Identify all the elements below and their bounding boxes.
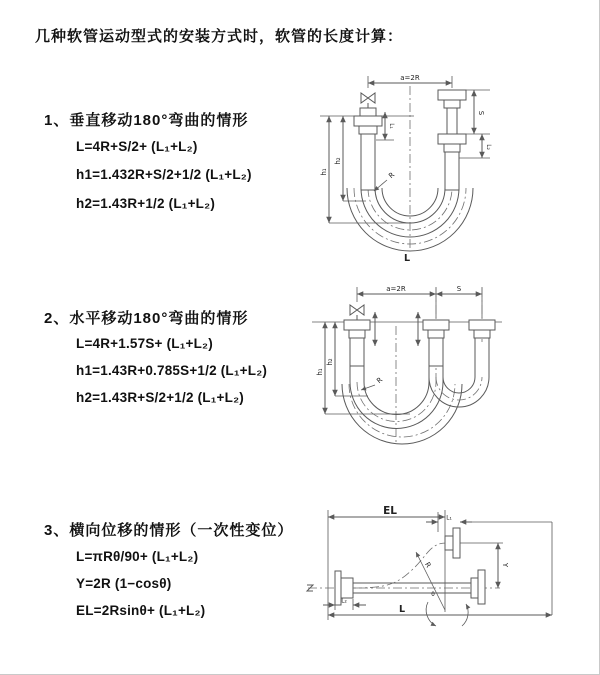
- radius-label: R: [375, 375, 385, 386]
- dim-label-l1: L₁: [446, 515, 452, 522]
- dim-label-h1: h₁: [320, 168, 328, 176]
- valve-icon: [350, 305, 364, 320]
- dim-label-a2r: a=2R: [386, 285, 406, 293]
- formula-1-h2: h2=1.43R+1/2 (L₁+L₂): [76, 196, 216, 211]
- braided-hose: [429, 338, 443, 366]
- formula-3-y: Y=2R (1−cosθ): [76, 576, 172, 591]
- valve-icon: [361, 93, 375, 108]
- formula-1-length: L=4R+S/2+ (L₁+L₂): [76, 139, 198, 154]
- dim-label-h1: h₁: [316, 368, 324, 376]
- formula-2-h2: h2=1.43R+S/2+1/2 (L₁+L₂): [76, 390, 244, 405]
- section-1-heading: 1、垂直移动180°弯曲的情形: [44, 112, 249, 129]
- dim-label-el: EL: [383, 505, 397, 517]
- formula-1-h1: h1=1.432R+S/2+1/2 (L₁+L₂): [76, 167, 252, 182]
- formula-2-length: L=4R+1.57S+ (L₁+L₂): [76, 336, 213, 351]
- angle-label: θ: [431, 592, 435, 598]
- section-3-heading: 3、横向位移的情形（一次性变位）: [44, 522, 294, 539]
- braided-hose: [361, 134, 375, 190]
- braided-hose: [445, 152, 459, 190]
- dim-label-h2: h₂: [326, 358, 334, 366]
- diagram-vertical-180-bend: [302, 68, 592, 265]
- dim-label-l2: L₂: [485, 144, 491, 150]
- length-label: L: [398, 604, 406, 615]
- page-title: 几种软管运动型式的安装方式时，软管的长度计算：: [35, 28, 404, 45]
- length-label: L: [403, 253, 411, 264]
- dim-label-s: S: [456, 285, 462, 293]
- diagram-horizontal-180-bend: [298, 282, 598, 454]
- formula-3-el: EL=2Rsinθ+ (L₁+L₂): [76, 603, 206, 618]
- dim-label-a2r: a=2R: [400, 74, 420, 82]
- dim-label-l1: L₁: [388, 123, 394, 129]
- radius-label: R: [423, 560, 433, 570]
- dim-label-h2: h₂: [334, 157, 342, 165]
- braided-hose: [350, 338, 364, 366]
- dim-label-y: Y: [501, 562, 509, 568]
- formula-2-h1: h1=1.43R+0.785S+1/2 (L₁+L₂): [76, 363, 268, 378]
- dim-label-s: S: [477, 110, 485, 116]
- formula-3-length: L=πRθ/90+ (L₁+L₂): [76, 549, 199, 564]
- radius-label: R: [387, 170, 397, 181]
- dim-label-l2: L₂: [341, 598, 347, 605]
- section-2-heading: 2、水平移动180°弯曲的情形: [44, 310, 249, 327]
- diagram-lateral-displacement: [300, 500, 595, 645]
